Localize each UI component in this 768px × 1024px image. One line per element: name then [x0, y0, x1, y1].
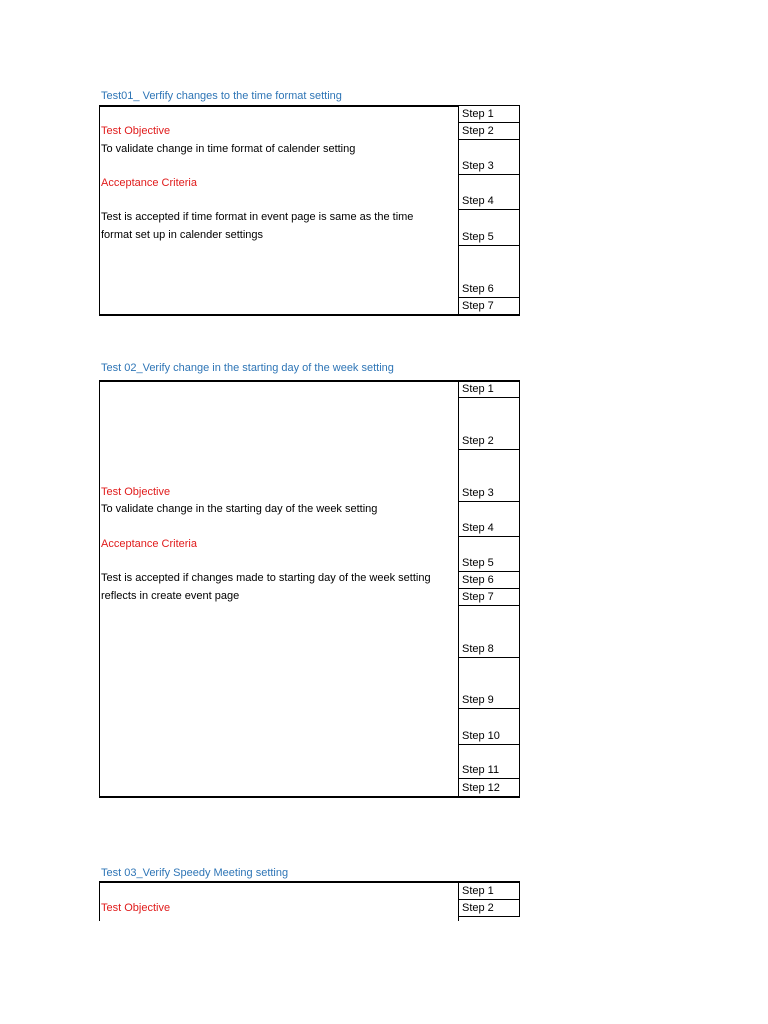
test2-step-cell: Step 10: [458, 708, 520, 745]
test2-step-cell: Step 2: [458, 397, 520, 450]
test2-title: Test 02_Verify change in the starting day of the week setting: [101, 362, 394, 374]
test1-objective-heading: Test Objective: [101, 125, 171, 137]
test2-step-cell: Step 3: [458, 449, 520, 502]
test1-criteria-heading: Acceptance Criteria: [101, 177, 197, 189]
test1-step-cell: Step 6: [458, 245, 520, 298]
test1-objective-text: To validate change in time format of calender setting: [101, 143, 356, 155]
test2-objective-heading: Test Objective: [101, 486, 171, 498]
test1-step-cell: Step 4: [458, 174, 520, 210]
test2-step-cell: Step 1: [458, 380, 520, 398]
test2-step-cell: Step 5: [458, 536, 520, 572]
test1-step-cell: Step 2: [458, 122, 520, 140]
test1-step-cell: Step 5: [458, 209, 520, 246]
test1-step-cell: Step 7: [458, 297, 520, 316]
test2-step-cell: Step 6: [458, 571, 520, 589]
test3-objective-heading: Test Objective: [101, 902, 171, 914]
test1-step-cell: Step 1: [458, 105, 520, 123]
test3-title: Test 03_Verify Speedy Meeting setting: [101, 867, 289, 879]
test2-step-cell: Step 11: [458, 744, 520, 779]
test2-criteria-heading: Acceptance Criteria: [101, 538, 197, 550]
test2-step-cell: Step 4: [458, 501, 520, 537]
test3-step-cell: Step 2: [458, 899, 520, 917]
test2-criteria-text-line2: reflects in create event page: [101, 590, 240, 602]
test1-title: Test01_ Verfify changes to the time format setting: [101, 90, 342, 102]
test2-criteria-text-line1: Test is accepted if changes made to starting day of the week setting: [101, 572, 431, 584]
test1-step-cell: Step 3: [458, 139, 520, 175]
test2-step-cell: Step 7: [458, 588, 520, 606]
test2-step-cell: Step 8: [458, 605, 520, 658]
test2-step-cell: Step 12: [458, 778, 520, 798]
test1-criteria-text-line1: Test is accepted if time format in event page is same as the time: [101, 211, 414, 223]
test2-step-cell: Step 9: [458, 657, 520, 709]
test2-objective-text: To validate change in the starting day of the week setting: [101, 503, 378, 515]
test1-criteria-text-line2: format set up in calender settings: [101, 229, 264, 241]
test3-step-cell: Step 1: [458, 881, 520, 900]
